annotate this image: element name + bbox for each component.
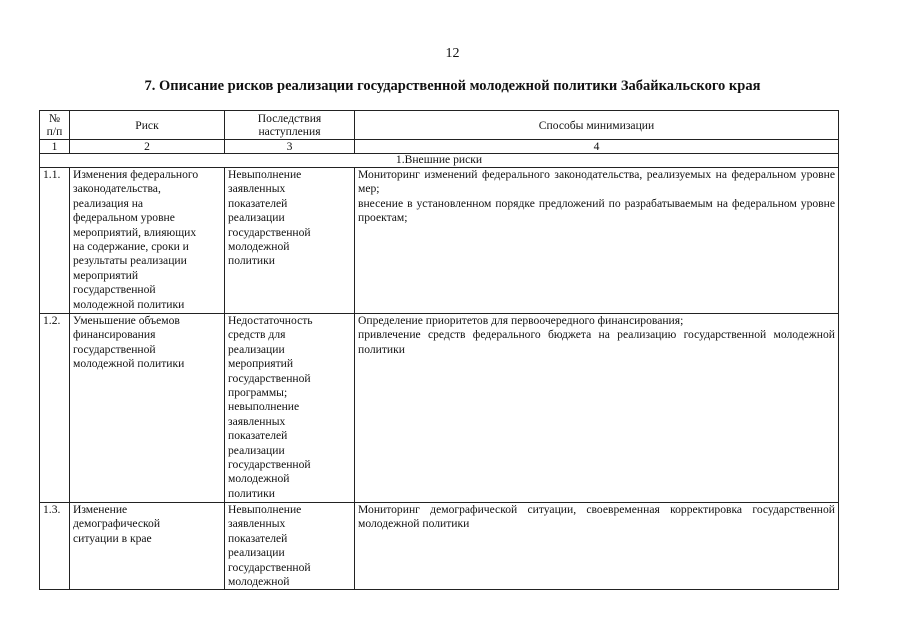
header-mitigation: Способы минимизации — [355, 111, 839, 140]
consequences-cell — [225, 503, 355, 590]
mitigation-cell — [355, 314, 839, 503]
column-number: 4 — [355, 140, 839, 154]
table-row — [40, 314, 839, 503]
row-number: 1.1. — [40, 168, 70, 314]
table-row — [40, 503, 839, 590]
mitigation-cell — [355, 168, 839, 314]
row-number: 1.3. — [40, 503, 70, 590]
mitigation-line: Мониторинг демографической ситуации, своевременная корректировка государственной молодежной политики — [358, 503, 835, 531]
risk-cell: Изменение демографической ситуации в крае — [70, 503, 225, 590]
column-number-row — [40, 140, 839, 154]
risks-table — [39, 110, 839, 590]
mitigation-line: Определение приоритетов для первоочередного финансирования; — [358, 314, 684, 327]
mitigation-line: внесение в установленном порядке предложений по разрабатываемым на федеральном уровне проектам; — [358, 196, 835, 225]
table-header-row — [40, 111, 839, 140]
mitigation-line: Мониторинг изменений федерального законодательства, реализуемых на федеральном уровне мер; — [358, 168, 835, 196]
risk-cell: Изменения федерального законодательства, реализация на федеральном уровне мероприятий, влияющих на содержание, сроки и результаты реализации мероприятий государственной молодежной политики — [70, 168, 225, 314]
table-row — [40, 168, 839, 314]
risk-cell: Уменьшение объемов финансирования государственной молодежной политики — [70, 314, 225, 503]
mitigation-line: привлечение средств федерального бюджета на реализацию государственной молодежной политики — [358, 328, 835, 356]
column-number: 3 — [225, 140, 355, 154]
consequences-text: Невыполнение заявленных показателей реализации государственной молодежной — [228, 503, 311, 589]
consequences-cell: Невыполнение заявленных показателей реализации государственной молодежной политики — [225, 168, 355, 314]
section-title: 1.Внешние риски — [40, 154, 839, 168]
header-num: № п/п — [40, 111, 70, 140]
row-number: 1.2. — [40, 314, 70, 503]
column-number: 1 — [40, 140, 70, 154]
header-risk: Риск — [70, 111, 225, 140]
consequences-cell: Недостаточность средств для реализации мероприятий государственной программы; невыполнение заявленных показателей реализации государственной молодежной политики — [225, 314, 355, 503]
mitigation-cell — [355, 503, 839, 590]
section-row — [40, 154, 839, 168]
page-number: 12 — [445, 46, 460, 61]
header-consequences: Последствия наступления — [225, 111, 355, 140]
section-heading: 7. Описание рисков реализации государственной молодежной политики Забайкальского края — [144, 78, 761, 94]
column-number: 2 — [70, 140, 225, 154]
